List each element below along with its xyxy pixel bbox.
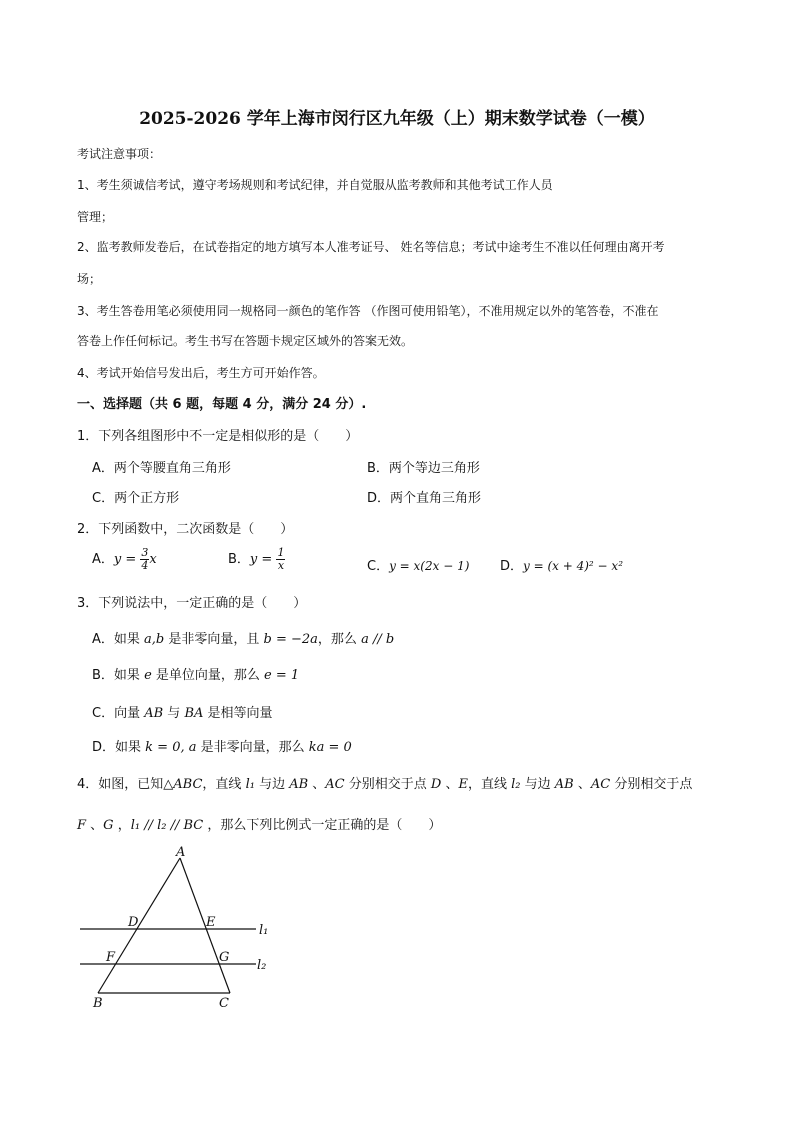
page-title: 2025-2026 学年上海市闵行区九年级（上）期末数学试卷（一模） (139, 109, 655, 129)
section-heading: 一、选择题（共 6 题，每题 4 分，满分 24 分）. (77, 397, 367, 412)
triangle-figure (70, 840, 290, 1015)
notice-line: 1、考生须诚信考试，遵守考场规则和考试纪律，并自觉服从监考教师和其他考试工作人员 (77, 178, 553, 192)
question-1-option-b: B．两个等边三角形 (367, 461, 480, 476)
option-text: ，那么 (317, 632, 362, 647)
question-4-stem-line2 (77, 814, 441, 833)
option-text: C．向量 (92, 706, 145, 721)
point-label-c: C (219, 996, 229, 1011)
math-expression: y = (x + 4)² − x² (523, 559, 623, 573)
line-label-l2: l₂ (257, 958, 267, 973)
math-expression: ABC (173, 777, 203, 792)
stem-text: 4．如图，已知△ (77, 777, 174, 792)
stem-text: 与边 (254, 777, 290, 792)
math-expression: e = 1 (264, 668, 300, 683)
option-text: 是非零向量，且 (164, 632, 264, 647)
fraction-denominator: x (277, 559, 285, 573)
notice-line: 4、考试开始信号发出后，考生方可开始作答。 (77, 366, 325, 380)
question-1-option-d: D．两个直角三角形 (367, 491, 482, 506)
math-expression: AB (554, 777, 574, 792)
math-expression: l₁ (245, 777, 255, 792)
question-4-stem-line1 (77, 773, 692, 792)
math-expression: a // b (361, 632, 395, 647)
math-expression: y = (249, 552, 277, 568)
question-2-option-b (228, 547, 285, 572)
math-expression: D (430, 777, 442, 792)
math-expression: AC (590, 777, 611, 792)
question-2-stem: 2．下列函数中，二次函数是（ ） (77, 522, 294, 537)
stem-text: 分别相交于点 (344, 777, 431, 792)
math-expression: ka = 0 (308, 740, 352, 755)
option-label: D． (500, 559, 524, 574)
math-expression: b = −2a (263, 632, 318, 647)
math-expression: BA (184, 706, 204, 721)
point-label-a: A (176, 845, 186, 860)
fraction-numerator: 3 (141, 546, 149, 559)
math-expression: y = x(2x − 1) (389, 559, 470, 573)
math-expression: AB (289, 777, 309, 792)
notice-heading: 考试注意事项： (77, 147, 162, 161)
point-label-b: B (93, 996, 103, 1011)
fraction (276, 547, 285, 572)
math-expression: x (149, 552, 157, 568)
question-1-option-a: A．两个等腰直角三角形 (92, 461, 231, 476)
math-expression: AC (325, 777, 345, 792)
math-expression: F (77, 818, 87, 833)
question-3-option-d (92, 736, 352, 755)
math-expression: l₁ // l₂ // BC (130, 818, 204, 833)
stem-text: ，直线 (467, 777, 512, 792)
question-3-option-a (92, 628, 394, 647)
option-text: 是非零向量，那么 (196, 740, 309, 755)
point-label-d: D (128, 915, 139, 930)
question-3-option-b (92, 664, 299, 683)
math-expression: E (458, 777, 468, 792)
notice-line: 答卷上作任何标记。考生书写在答题卡规定区域外的答案无效。 (77, 334, 414, 348)
math-expression: e (144, 668, 152, 683)
question-1-option-c: C．两个正方形 (92, 491, 180, 506)
math-expression: AB (144, 706, 164, 721)
math-expression: k = 0, a (145, 740, 197, 755)
question-3-stem: 3．下列说法中，一定正确的是（ ） (77, 596, 307, 611)
question-2-option-c (367, 555, 469, 574)
math-expression: y = (113, 552, 141, 568)
stem-text: 、 (308, 777, 326, 792)
option-text: 是相等向量 (203, 706, 273, 721)
line-label-l1: l₁ (259, 923, 269, 938)
question-3-option-c (92, 702, 273, 721)
side-ab (98, 858, 180, 993)
question-2-option-a (92, 547, 157, 572)
stem-text: 、 (441, 777, 459, 792)
option-text: D．如果 (92, 740, 146, 755)
option-label: C． (367, 559, 390, 574)
point-label-e: E (206, 915, 216, 930)
fraction-denominator: 4 (141, 559, 149, 573)
point-label-g: G (219, 950, 230, 965)
question-1-stem: 1．下列各组图形中不一定是相似形的是（ ） (77, 429, 359, 444)
math-expression: l₂ (511, 777, 521, 792)
option-label: A． (92, 552, 114, 568)
stem-text: 、 (86, 818, 104, 833)
stem-text: ，那么下列比例式一定正确的是（ ） (203, 818, 442, 833)
stem-text: 分别相交于点 (610, 777, 693, 792)
fraction-numerator: 1 (277, 546, 285, 559)
point-label-f: F (106, 950, 116, 965)
option-label: B． (228, 552, 250, 568)
option-text: 是单位向量，那么 (151, 668, 265, 683)
notice-line: 3、考生答卷用笔必须使用同一规格同一颜色的笔作答 （作图可使用铅笔），不准用规定以外的笔答卷，不准在 (77, 304, 659, 318)
notice-line: 管理； (77, 210, 114, 224)
math-expression: a,b (144, 632, 165, 647)
side-ac (180, 858, 230, 993)
math-expression: G (103, 818, 114, 833)
stem-text: ，直线 (202, 777, 246, 792)
stem-text: 与边 (520, 777, 555, 792)
question-2-option-d (500, 555, 623, 574)
notice-line: 2、监考教师发卷后，在试卷指定的地方填写本人准考证号、 姓名等信息；考试中途考生不准以任何理由离开考 (77, 240, 665, 254)
option-text: A．如果 (92, 632, 145, 647)
option-text: B．如果 (92, 668, 145, 683)
option-text: 与 (163, 706, 185, 721)
notice-line: 场； (77, 272, 102, 286)
stem-text: 、 (573, 777, 591, 792)
stem-text: ， (113, 818, 131, 833)
